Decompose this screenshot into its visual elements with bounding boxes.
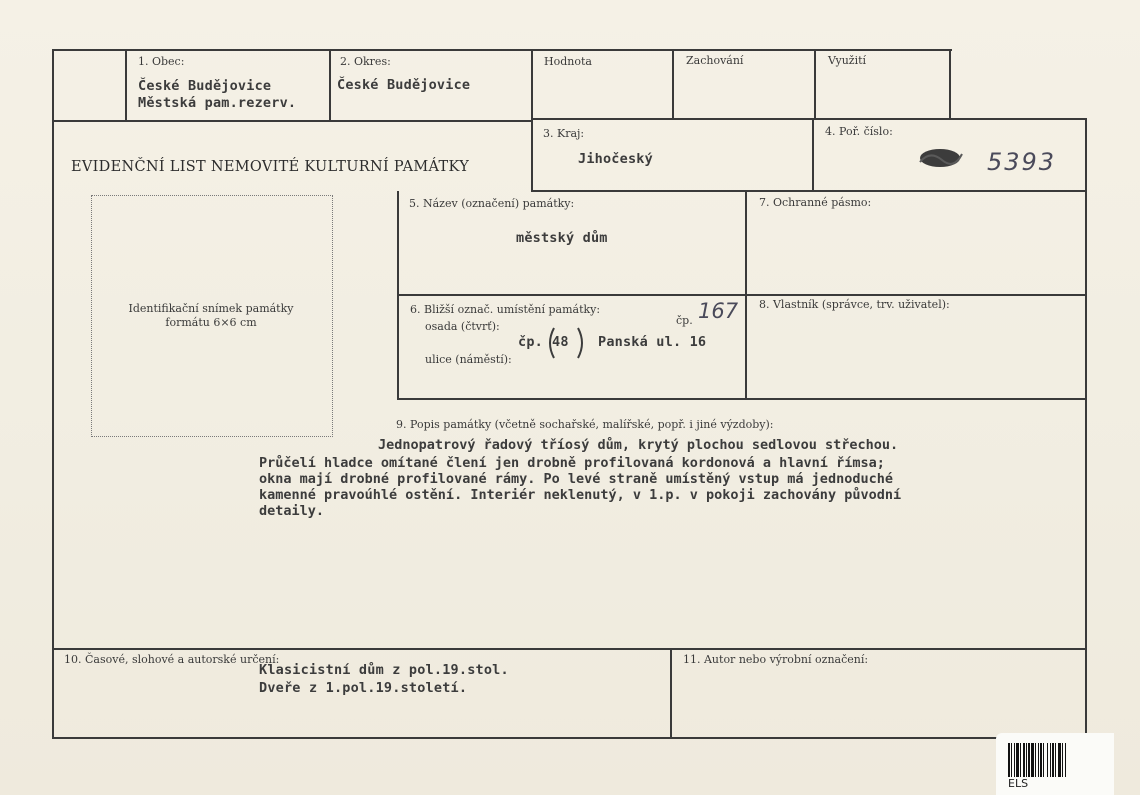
rule xyxy=(670,648,672,738)
field-value-kraj: Jihočeský xyxy=(578,151,653,167)
field-label-por-cislo: 4. Poř. číslo: xyxy=(825,125,893,138)
barcode-label xyxy=(996,733,1114,795)
field-value-casove-urceni-1: Klasicistní dům z pol.19.stol. xyxy=(259,662,509,678)
field-value-popis-line-3: okna mají drobné profilované rámy. Po levé straně umístěný vstup má jednoduché xyxy=(259,471,893,487)
field-value-popis-line-5: detaily. xyxy=(259,503,325,519)
field-label-autor: 11. Autor nebo výrobní označení: xyxy=(683,653,869,666)
rule xyxy=(125,49,127,121)
rule xyxy=(52,737,1086,739)
field-label-okres: 2. Okres: xyxy=(340,55,391,68)
handwritten-bracket-icon xyxy=(546,326,586,360)
field-label-ulice: ulice (náměstí): xyxy=(425,353,512,366)
field-label-blizsi-oznaceni: 6. Bližší označ. umístění památky: xyxy=(410,303,601,316)
field-label-osada: osada (čtvrť): xyxy=(425,320,500,333)
field-value-popis-line-2: Průčelí hladce omítané člení jen drobně profilovaná kordonová a hlavní římsa; xyxy=(259,455,885,471)
photo-placeholder-label-1: Identifikační snímek památky xyxy=(128,302,294,315)
field-value-cp-number: 48 xyxy=(552,334,569,350)
rule xyxy=(531,118,1086,120)
field-label-vlastnik: 8. Vlastník (správce, trv. uživatel): xyxy=(759,298,950,311)
field-label-obec: 1. Obec: xyxy=(138,55,185,68)
rule xyxy=(812,118,814,190)
document-title: EVIDENČNÍ LIST NEMOVITÉ KULTURNÍ PAMÁTKY xyxy=(71,159,470,175)
field-label-cp: čp. xyxy=(676,314,693,327)
field-label-kraj: 3. Kraj: xyxy=(543,127,585,140)
field-value-casove-urceni-2: Dveře z 1.pol.19.století. xyxy=(259,680,468,696)
field-label-popis: 9. Popis památky (včetně sochařské, malířské, popř. i jiné výzdoby): xyxy=(396,418,774,431)
rule xyxy=(329,49,331,121)
rule xyxy=(949,49,951,119)
field-label-nazev: 5. Název (označení) památky: xyxy=(409,197,575,210)
field-value-por-cislo: 5393 xyxy=(987,148,1057,176)
rule xyxy=(397,398,1086,400)
rule xyxy=(397,294,1086,296)
field-value-okres: České Budějovice xyxy=(337,77,471,93)
field-value-ulice: Panská ul. 16 xyxy=(598,334,707,350)
field-label-vyuziti: Využití xyxy=(828,54,867,67)
field-label-casove-urceni: 10. Časové, slohové a autorské určení: xyxy=(64,653,280,666)
rule xyxy=(672,49,674,119)
rule xyxy=(814,49,816,119)
rule xyxy=(531,190,1086,192)
rule xyxy=(52,648,1086,650)
field-label-ochranne-pasmo: 7. Ochranné pásmo: xyxy=(759,196,872,209)
field-value-cp-prefix: čp. xyxy=(518,334,543,350)
barcode-text: ELS xyxy=(1008,777,1029,790)
field-value-nazev: městský dům xyxy=(516,230,608,246)
field-value-popis-line-1: Jednopatrový řadový tříosý dům, krytý plochou sedlovou střechou. xyxy=(378,437,899,453)
crossed-out-mark-icon xyxy=(918,146,964,170)
rule xyxy=(52,49,54,739)
rule xyxy=(1085,118,1087,738)
field-label-hodnota: Hodnota xyxy=(544,55,592,68)
field-value-obec-1: České Budějovice xyxy=(138,78,272,94)
rule xyxy=(52,120,532,122)
rule xyxy=(52,49,952,51)
field-label-zachovani: Zachování xyxy=(686,54,744,67)
field-value-cp-handwritten: 167 xyxy=(698,299,739,323)
field-value-obec-2: Městská pam.rezerv. xyxy=(138,95,297,111)
photo-placeholder-label-2: formátu 6×6 cm xyxy=(165,316,257,329)
barcode-icon xyxy=(1008,743,1100,777)
field-value-popis-line-4: kamenné pravoúhlé ostění. Interiér neklenutý, v 1.p. v pokoji zachovány původní xyxy=(259,487,902,503)
